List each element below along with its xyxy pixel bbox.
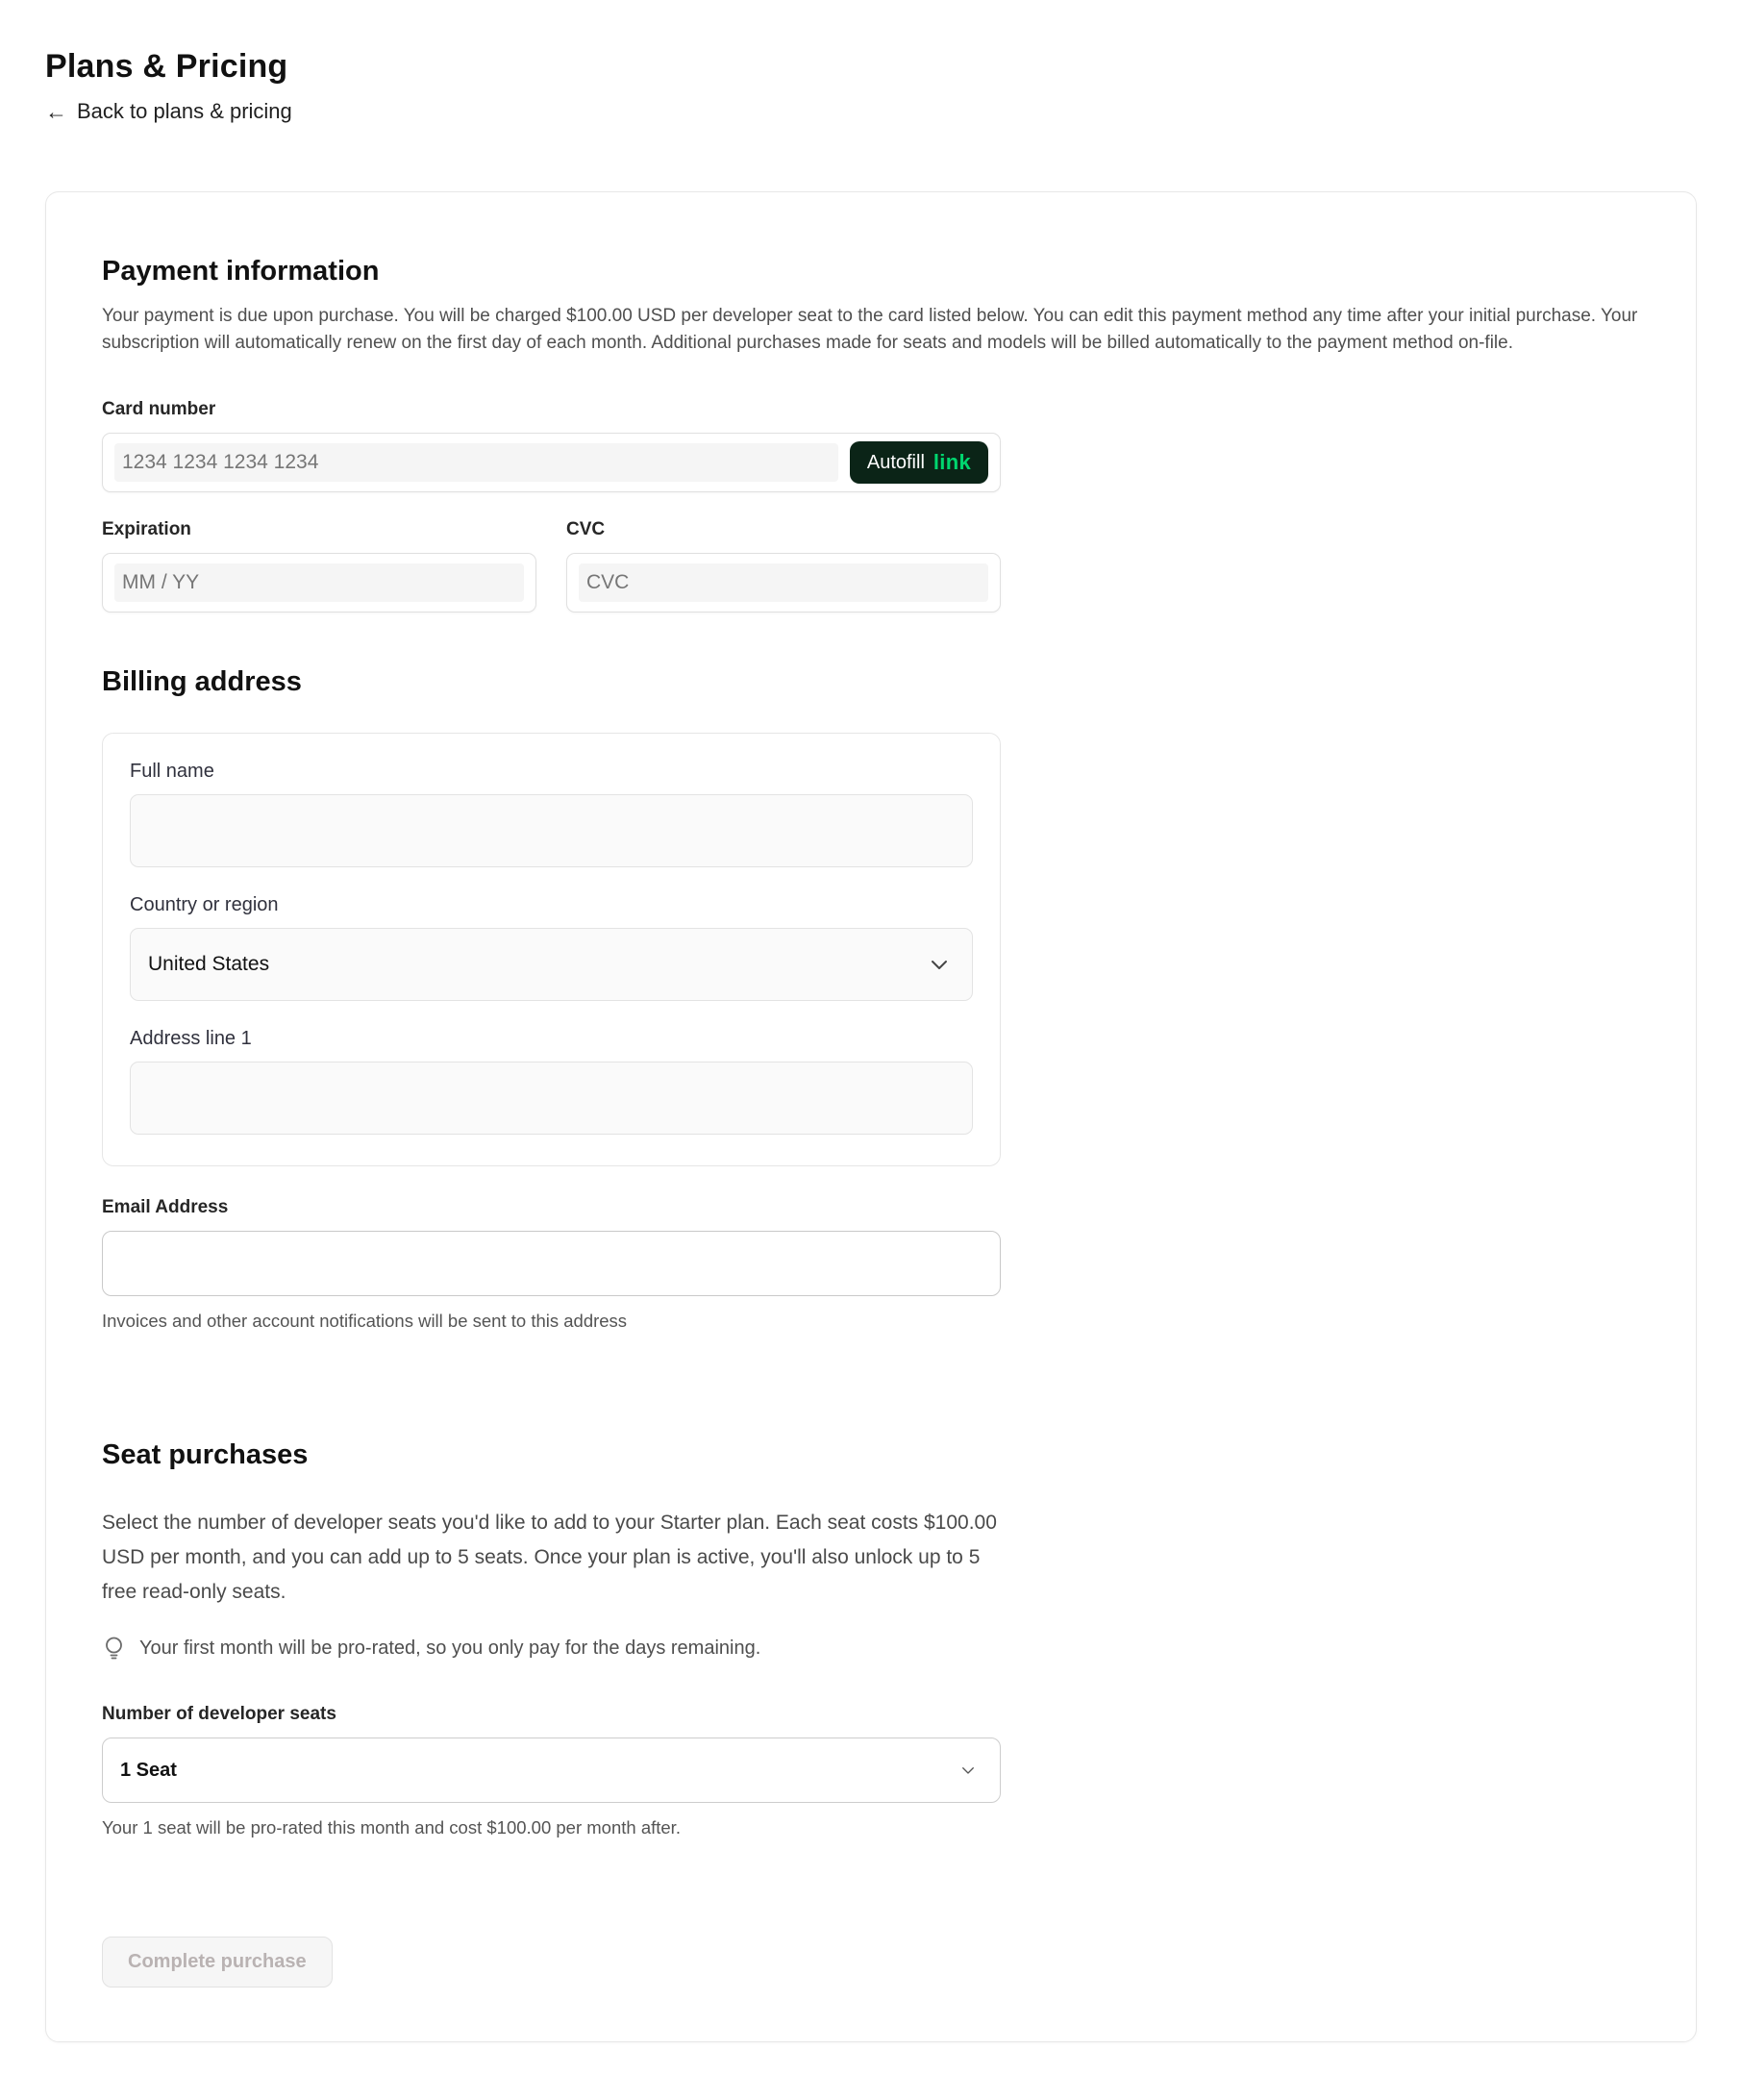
prorate-tip-text: Your first month will be pro-rated, so you only pay for the days remaining. bbox=[139, 1637, 761, 1659]
seats-select-value: 1 Seat bbox=[120, 1759, 177, 1781]
country-field bbox=[130, 894, 973, 1001]
seats-select-label: Number of developer seats bbox=[102, 1704, 336, 1724]
payment-information-heading: Payment information bbox=[102, 256, 380, 287]
address-line1-label: Address line 1 bbox=[130, 1028, 252, 1049]
email-label: Email Address bbox=[102, 1197, 229, 1217]
email-input[interactable] bbox=[102, 1231, 1001, 1296]
back-link-label: Back to plans & pricing bbox=[77, 99, 292, 123]
seats-select-field bbox=[102, 1704, 1001, 1838]
seat-purchases-description: Select the number of developer seats you'd like to add to your Starter plan. Each seat costs $100.00 USD per month, and you can add up to 5 seats. Once your plan is active, you'll also unlock up to 5 free read-only seats. bbox=[102, 1512, 997, 1603]
country-select-value: United States bbox=[148, 953, 270, 975]
cvc-placeholder: CVC bbox=[579, 563, 988, 602]
full-name-field bbox=[130, 761, 973, 867]
billing-address-heading: Billing address bbox=[102, 666, 302, 697]
lightbulb-icon bbox=[102, 1635, 126, 1662]
card-number-field bbox=[102, 399, 1001, 492]
back-link[interactable] bbox=[45, 99, 292, 124]
link-brand-logo: link bbox=[933, 450, 971, 474]
back-arrow-icon: ← bbox=[45, 98, 67, 124]
card-number-placeholder: 1234 1234 1234 1234 bbox=[114, 443, 838, 482]
billing-address-panel bbox=[102, 733, 1001, 1166]
card-number-label: Card number bbox=[102, 399, 216, 419]
seats-select[interactable] bbox=[102, 1738, 1001, 1803]
seats-helper-text: Your 1 seat will be pro-rated this month and cost $100.00 per month after. bbox=[102, 1817, 681, 1838]
complete-purchase-button[interactable]: Complete purchase bbox=[102, 1937, 333, 1988]
chevron-down-icon bbox=[928, 953, 951, 976]
autofill-link-button[interactable] bbox=[850, 441, 988, 484]
address-line1-field bbox=[130, 1028, 973, 1135]
email-helper-text: Invoices and other account notifications will be sent to this address bbox=[102, 1311, 628, 1331]
country-select[interactable] bbox=[130, 928, 973, 1001]
expiration-field bbox=[102, 519, 536, 612]
cvc-label: CVC bbox=[566, 519, 606, 539]
page-title: Plans & Pricing bbox=[45, 48, 288, 85]
cvc-field bbox=[566, 519, 1001, 612]
email-field bbox=[102, 1197, 1001, 1332]
cvc-input[interactable] bbox=[566, 553, 1001, 612]
prorate-tip bbox=[102, 1635, 1006, 1662]
full-name-label: Full name bbox=[130, 761, 214, 782]
country-label: Country or region bbox=[130, 894, 279, 915]
purchase-card bbox=[45, 191, 1697, 2042]
card-number-input[interactable] bbox=[102, 433, 1001, 492]
seat-purchases-heading: Seat purchases bbox=[102, 1439, 309, 1470]
address-line1-input[interactable] bbox=[130, 1062, 973, 1135]
expiration-input[interactable] bbox=[102, 553, 536, 612]
full-name-input[interactable] bbox=[130, 794, 973, 867]
expiration-placeholder: MM / YY bbox=[114, 563, 524, 602]
chevron-down-icon bbox=[959, 1762, 977, 1779]
autofill-label: Autofill bbox=[866, 451, 925, 473]
payment-description: Your payment is due upon purchase. You will be charged $100.00 USD per developer seat to the card listed below. You can edit this payment method any time after your initial purchase. Your subscription will automatically renew on the first day of each month. Additional purchases made for seats and models will be billed automatically to the payment method on-file. bbox=[102, 306, 1638, 353]
expiration-label: Expiration bbox=[102, 519, 191, 539]
expiration-cvc-row bbox=[102, 519, 1001, 612]
